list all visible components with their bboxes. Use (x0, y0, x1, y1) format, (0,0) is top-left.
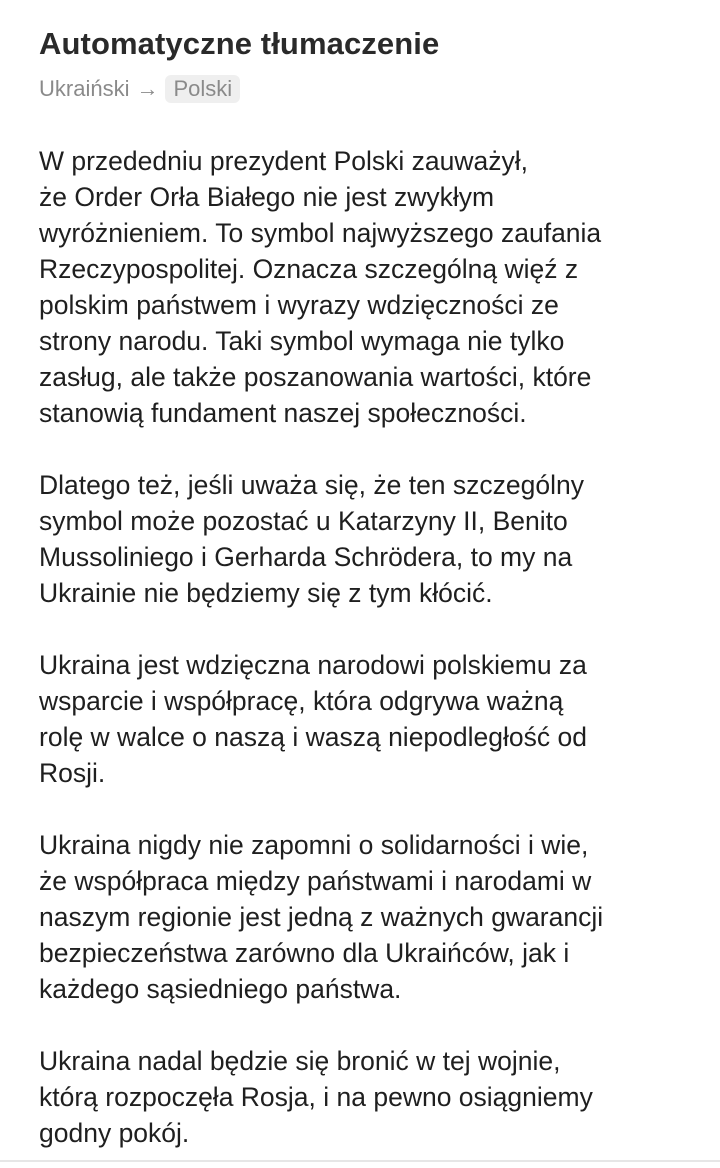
paragraph: Ukraina nigdy nie zapomni o solidarności i wie, że współpraca między państwami i narodami w naszym regionie jest jedną z ważnych gwarancji bezpieczeństwa zarówno dla Ukraińców, jak i każdego sąsiedniego państwa. (39, 830, 604, 1004)
paragraph: Ukraina jest wdzięczna narodowi polskiemu za wsparcie i współpracę, która odgrywa ważną rolę w walce o naszą i waszą niepodległość od Rosji. (39, 650, 587, 788)
arrow-right-icon: → (136, 76, 159, 101)
language-selector-row (39, 74, 690, 104)
paragraph: W przededniu prezydent Polski zauważył, że Order Orła Białego nie jest zwykłym wyróżnieniem. To symbol najwyższego zaufania Rzeczypospolitej. Oznacza szczególną więź z polskim państwem i wyrazy wdzięczności ze strony narodu. Taki symbol wymaga nie tylko zasług, ale także poszanowania wartości, które stanowią fundament naszej społeczności. (39, 146, 602, 428)
target-language-button[interactable]: Polski (165, 75, 240, 103)
translated-text (39, 143, 690, 1151)
page-title: Automatyczne tłumaczenie (39, 26, 440, 61)
source-language: Ukraiński (39, 76, 130, 101)
paragraph: Dlatego też, jeśli uważa się, że ten szczególny symbol może pozostać u Katarzyny II, Benito Mussoliniego i Gerharda Schrödera, to my na Ukrainie nie będziemy się z tym kłócić. (39, 470, 584, 608)
paragraph: Ukraina nadal będzie się bronić w tej wojnie, którą rozpoczęła Rosja, i na pewno osiągniemy godny pokój. (39, 1046, 593, 1148)
bottom-divider (0, 1160, 720, 1162)
